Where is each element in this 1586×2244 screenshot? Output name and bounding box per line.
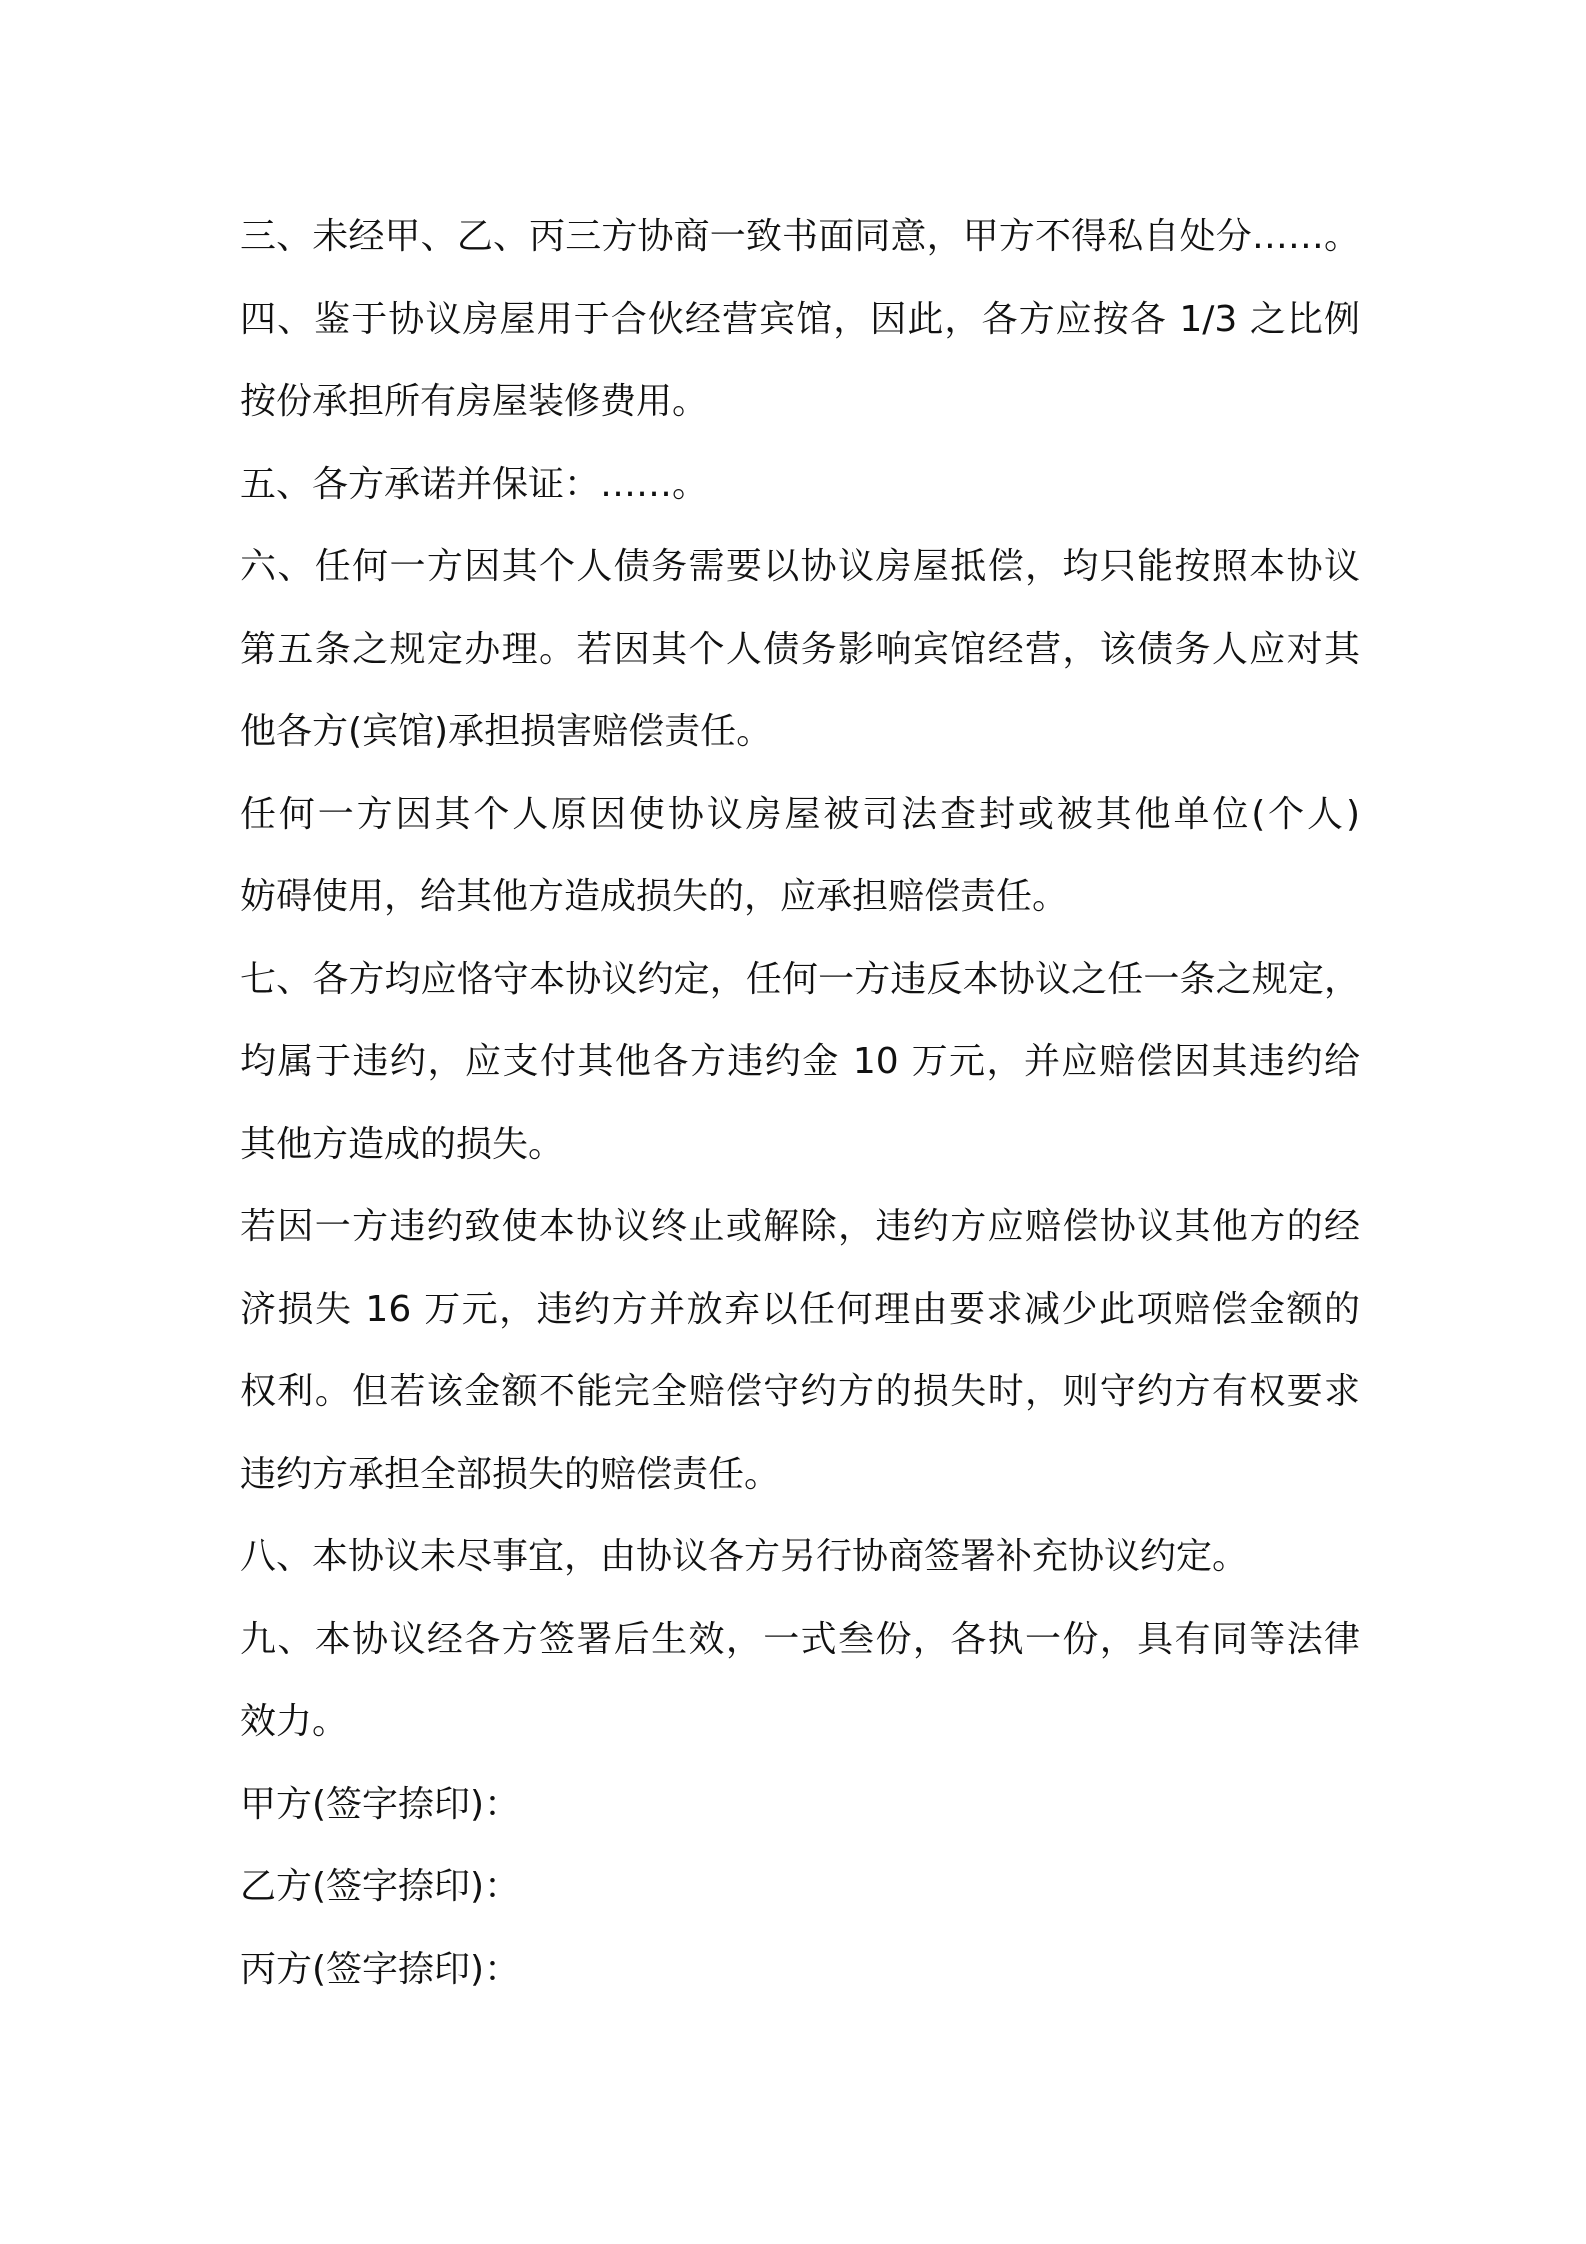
clause-9-line-1: 九、本协议经各方签署后生效，一式叁份，各执一份，具有同等法律 [240,1618,1360,1660]
clause-7-para-2-line-2: 济损失 16 万元，违约方并放弃以任何理由要求减少此项赔偿金额的 [240,1288,1360,1330]
signature-party-a: 甲方(签字捺印)： [240,1783,521,1825]
clause-7-line-1: 七、各方均应恪守本协议约定，任何一方违反本协议之任一条之规定， [240,958,1360,1000]
clause-6-para-2-line-2: 妨碍使用，给其他方造成损失的，应承担赔偿责任。 [240,876,1069,917]
clause-9-line-2: 效力。 [240,1701,349,1742]
clause-6-line-2: 第五条之规定办理。若因其个人债务影响宾馆经营，该债务人应对其 [240,628,1360,670]
signature-party-c: 丙方(签字捺印)： [240,1948,521,1990]
clause-6-line-1: 六、任何一方因其个人债务需要以协议房屋抵偿，均只能按照本协议 [240,546,1360,587]
clause-7-line-3: 其他方造成的损失。 [240,1123,565,1165]
clause-7-para-2-line-4: 违约方承担全部损失的赔偿责任。 [240,1453,781,1495]
clause-4-line-1: 四、鉴于协议房屋用于合伙经营宾馆，因此，各方应按各 1/3 之比例 [240,298,1360,340]
document-body [240,196,1360,2011]
clause-7-line-2: 均属于违约，应支付其他各方违约金 10 万元，并应赔偿因其违约给 [240,1041,1360,1082]
clause-7-para-2-line-1: 若因一方违约致使本协议终止或解除，违约方应赔偿协议其他方的经 [240,1206,1360,1247]
clause-3-line-1: 三、未经甲、乙、丙三方协商一致书面同意，甲方不得私自处分……。 [240,216,1360,257]
clause-8-line-1: 八、本协议未尽事宜，由协议各方另行协商签署补充协议约定。 [240,1536,1249,1577]
clause-6-para-2-line-1: 任何一方因其个人原因使协议房屋被司法查封或被其他单位(个人) [240,793,1360,835]
clause-6-line-3: 他各方(宾馆)承担损害赔偿责任。 [240,711,773,752]
clause-4-line-2: 按份承担所有房屋装修费用。 [240,381,709,422]
clause-7-para-2-line-3: 权利。但若该金额不能完全赔偿守约方的损失时，则守约方有权要求 [240,1371,1360,1412]
clause-5-line-1: 五、各方承诺并保证：……。 [240,463,709,505]
signature-party-b: 乙方(签字捺印)： [240,1866,521,1907]
